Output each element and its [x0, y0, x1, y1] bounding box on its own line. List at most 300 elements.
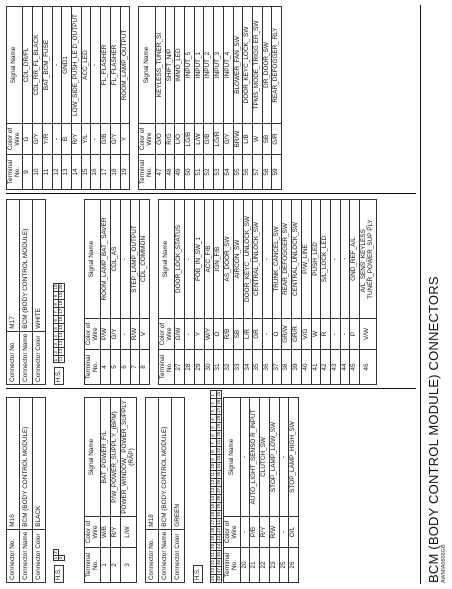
terminal-no: 37: [272, 350, 282, 385]
signal-name: ROOM_LAMP_BAT_ SAVER: [101, 200, 111, 319]
pin-cell: 10: [209, 463, 215, 469]
info-value: BCM (BODY CONTROL MODULE): [20, 398, 33, 530]
wire-color: R/Y: [72, 124, 82, 155]
wire-color: G: [23, 124, 33, 155]
wire-color: R/B: [224, 319, 234, 350]
signal-name: ACC_LED: [81, 7, 91, 124]
wire-color: G/B: [101, 124, 111, 155]
header-color-of-wire: Color of Wire: [85, 517, 101, 548]
signal-name: BAT_BCM_FUSE: [42, 7, 52, 124]
wire-color: W: [252, 124, 262, 155]
wire-color: L/W: [194, 124, 204, 155]
signal-name: BLOWER_FAN_SW: [233, 7, 243, 124]
terminal-no: 40: [301, 350, 311, 385]
connector-pin-face: [53, 283, 65, 364]
table-row: [204, 200, 214, 385]
pin-cell: 7: [53, 307, 59, 315]
table-row: [214, 7, 224, 190]
table-row: [223, 7, 233, 190]
info-value: M17: [7, 200, 20, 332]
signal-name: ROOM_LAMP_OUTPUT: [120, 7, 130, 124]
header-terminal-no: Terminal No.: [139, 155, 155, 190]
table-row: [155, 7, 165, 190]
wire-color: R: [321, 319, 331, 350]
wire-color: G/W: [175, 319, 185, 350]
terminal-no: 13: [62, 155, 72, 190]
wire-color: O/L: [289, 517, 299, 548]
signal-name: LOW_SIDE_PUSH_LE D_OUTPUT: [72, 7, 82, 124]
info-row: [20, 200, 33, 385]
info-key: Connector Name: [20, 529, 33, 582]
pin-cell: 18: [209, 527, 215, 533]
terminal-no: 3: [120, 548, 136, 583]
signal-name: S/L_LOCK_LED: [321, 200, 331, 319]
pin-cell: 35: [215, 471, 221, 477]
signal-name: DOOR_KEYC_LOCK_ SW: [243, 7, 253, 124]
terminal-no: 53: [214, 155, 224, 190]
terminal-no: 1: [101, 548, 111, 583]
wire-color: -: [240, 517, 250, 548]
signal-name: REAR_DEFOGGER_ RLY: [272, 7, 282, 124]
table-row: [101, 398, 111, 583]
table-row: [243, 7, 253, 190]
terminal-no: 50: [184, 155, 194, 190]
table-row: [279, 398, 289, 583]
table-row: [272, 200, 282, 385]
signal-name: AS_DOOR_SW: [224, 200, 234, 319]
info-row: [7, 398, 20, 583]
info-key: Connector No.: [7, 529, 20, 582]
table-row: [42, 7, 52, 190]
header-color-of-wire: Color of Wire: [159, 319, 175, 350]
pin-cell: 34: [215, 463, 221, 469]
signal-name: STOP_LAMP_HIGH_SW: [289, 398, 299, 517]
pin-table-header: [139, 7, 155, 190]
table-row: [330, 200, 340, 385]
terminal-no: 58: [262, 155, 272, 190]
table-row: [120, 7, 130, 190]
wire-color: R/Y: [111, 517, 121, 548]
pin-cell: 16: [58, 316, 64, 322]
table-row: [194, 200, 204, 385]
terminal-no: 28: [185, 350, 195, 385]
column-2: [6, 197, 377, 385]
pin-cell: 6: [53, 315, 59, 323]
terminal-no: 29: [194, 350, 204, 385]
signal-name: CDL_AS: [111, 200, 121, 319]
info-key: Connector No.: [146, 529, 159, 582]
terminal-no: 18: [110, 155, 120, 190]
info-row: [172, 398, 185, 583]
pin-cell: 4: [210, 414, 216, 422]
table-row: [52, 7, 62, 190]
terminal-no: 44: [340, 350, 350, 385]
terminal-no: 5: [111, 350, 121, 385]
header-signal-name: Signal Name: [224, 398, 240, 517]
terminal-no: 48: [165, 155, 175, 190]
table-row: [72, 7, 82, 190]
column-1: [6, 391, 299, 583]
connector-diagram: [50, 395, 80, 583]
wire-color: -: [185, 319, 195, 350]
signal-name: P/W_LINE: [301, 200, 311, 319]
info-value: M18: [146, 398, 159, 530]
pin-table-header: [224, 398, 240, 583]
signal-name: CENTRAL_UNLOCK_SW: [292, 200, 302, 319]
pin-cell: 31: [215, 439, 221, 445]
pin-cell: 44: [215, 543, 221, 549]
signal-name: -: [262, 200, 272, 319]
terminal-no: 8: [140, 350, 150, 385]
pin-cell: 42: [215, 527, 221, 533]
signal-name: DOOR_KEYC_ UNLOCK_SW: [243, 200, 253, 319]
header-color-of-wire: Color of Wire: [139, 124, 155, 155]
signal-name: STOP_LAMP_LOW_SW: [269, 398, 279, 517]
table-row: [140, 200, 150, 385]
info-key: Connector Color: [172, 529, 185, 582]
pin-cell: 19: [58, 292, 64, 298]
signal-name: -: [240, 398, 250, 517]
pin-cell: 38: [215, 495, 221, 501]
terminal-no: 52: [204, 155, 214, 190]
spacer: [130, 5, 138, 190]
table-row: [110, 7, 120, 190]
hs-icon: H.S.: [193, 565, 203, 583]
document-code: AWMIA0606GB: [441, 544, 447, 583]
terminal-no: 38: [282, 350, 292, 385]
pin-cell: 24: [209, 575, 215, 581]
pin-cell: 2: [58, 556, 64, 560]
info-value: WHITE: [33, 200, 46, 332]
signal-name: CENTRAL_UNLOCK_SW: [253, 200, 263, 319]
signal-name: ACC_F/B: [204, 200, 214, 319]
terminal-no: 30: [204, 350, 214, 385]
signal-name: SHIFT_N/P: [165, 7, 175, 124]
pin-cell: 11: [209, 472, 215, 477]
pin-cell: 15: [58, 324, 64, 330]
header-signal-name: Signal Name: [159, 200, 175, 319]
info-value: BCM (BODY CONTROL MODULE): [159, 398, 172, 530]
signal-name: DOOR_LOCK_STATUS: [175, 200, 185, 319]
pin-cell: 22: [209, 559, 215, 565]
signal-name: FOB_IN_SW_1: [194, 200, 204, 319]
pin-table-header: [159, 200, 175, 385]
wire-color: BR/W: [233, 124, 243, 155]
pin-cell: 9: [210, 454, 216, 462]
wire-color: -: [91, 124, 101, 155]
wire-color: L/R: [243, 319, 253, 350]
pin-table-header: [85, 398, 101, 583]
signal-name: GND1: [62, 7, 72, 124]
table-row: [175, 7, 185, 190]
wire-color: -: [279, 517, 289, 548]
pin-cell: 13: [58, 340, 64, 346]
pin-cell: 37: [215, 487, 221, 493]
pin-cell: 8: [53, 299, 59, 307]
signal-name: CDL_COMMON: [140, 200, 150, 319]
pin-cell: 32: [215, 447, 221, 453]
pin-cell: 2: [210, 398, 216, 406]
wire-color: Y: [194, 319, 204, 350]
signal-name: CDL_DR/FL: [23, 7, 33, 124]
table-row: [214, 200, 224, 385]
info-value: BLACK: [33, 398, 46, 530]
terminal-no: 25: [279, 548, 289, 583]
table-row: [81, 7, 91, 190]
table-row: [111, 200, 121, 385]
wire-color: GR/W: [282, 319, 292, 350]
hs-icon: H.S.: [54, 565, 64, 583]
pin-cell: 29: [215, 423, 221, 429]
signal-name: CLUTCH_SW: [260, 398, 270, 517]
pin-cell: 4: [53, 331, 59, 339]
signal-name: INPUT_1: [194, 7, 204, 124]
title-rule: [420, 5, 421, 584]
pin-cell: 15: [209, 503, 215, 509]
terminal-no: 22: [260, 548, 270, 583]
pin-cell: 47: [215, 567, 221, 573]
header-terminal-no: Terminal No.: [224, 548, 240, 583]
table-row: [120, 398, 136, 583]
terminal-no: 57: [252, 155, 262, 190]
table-row: [311, 200, 321, 385]
table-row: [340, 200, 350, 385]
terminal-no: 6: [120, 350, 130, 385]
table-row: [233, 7, 243, 190]
signal-name: -: [185, 200, 195, 319]
pin-table-header: [7, 7, 23, 190]
wire-color: B: [62, 124, 72, 155]
spacer: [150, 197, 158, 385]
table-row: [165, 7, 175, 190]
header-terminal-no: Terminal No.: [159, 350, 175, 385]
table-row: [233, 200, 243, 385]
signal-name: -: [52, 7, 62, 124]
pin-cell: 17: [58, 308, 64, 314]
terminal-no: 31: [214, 350, 224, 385]
wire-color: Y: [120, 124, 130, 155]
pin-cell: 25: [215, 391, 221, 397]
pin-cell: 43: [215, 535, 221, 541]
wire-color: G/O: [155, 124, 165, 155]
signal-name: IGN_F/B: [214, 200, 224, 319]
table-row: [101, 200, 111, 385]
signal-name: POWER_WINDOW_ POWER_SUPPLY (RAP): [120, 398, 136, 517]
header-signal-name: Signal Name: [85, 200, 101, 319]
table-row: [204, 7, 214, 190]
pin-cell: 8: [210, 446, 216, 454]
pin-cell: 13: [209, 487, 215, 493]
pin-cell: 1: [52, 556, 58, 560]
header-terminal-no: Terminal No.: [85, 350, 101, 385]
signal-name: -: [120, 200, 130, 319]
info-row: [20, 398, 33, 583]
table-row: [23, 7, 33, 190]
header-terminal-no: Terminal No.: [7, 155, 23, 190]
pin-cell: 17: [209, 519, 215, 525]
table-row: [250, 398, 260, 583]
terminal-no: 11: [42, 155, 52, 190]
pin-cell: 11: [58, 356, 64, 362]
info-value: BCM (BODY CONTROL MODULE): [20, 200, 33, 332]
table-row: [130, 200, 140, 385]
terminal-no: 46: [360, 350, 376, 385]
header-signal-name: Signal Name: [139, 7, 155, 124]
wire-color: W: [311, 319, 321, 350]
terminal-no: 12: [52, 155, 62, 190]
wire-color: P/B: [250, 517, 260, 548]
terminal-no: 10: [33, 155, 43, 190]
header-signal-name: Signal Name: [7, 7, 23, 124]
wire-color: Y/R: [42, 124, 52, 155]
terminal-no: 16: [91, 155, 101, 190]
wire-color: P/W: [101, 319, 111, 350]
table-row: [240, 398, 250, 583]
signal-name: INPUT_4: [223, 7, 233, 124]
wire-color: G/R: [272, 124, 282, 155]
terminal-no: 47: [155, 155, 165, 190]
wire-color: G/Y: [33, 124, 43, 155]
wire-color: G/Y: [111, 319, 121, 350]
table-row: [260, 398, 270, 583]
pin-cell: 46: [215, 559, 221, 565]
terminal-no: 36: [262, 350, 272, 385]
terminal-no: 45: [350, 350, 360, 385]
table-row: [282, 200, 292, 385]
pin-cell: 30: [215, 431, 221, 437]
info-row: [7, 200, 20, 385]
signal-name: PUSH_LED: [311, 200, 321, 319]
table-row: [262, 200, 272, 385]
header-terminal-no: Terminal No.: [85, 548, 101, 583]
table-row: [224, 200, 234, 385]
pin-cell: 33: [215, 455, 221, 461]
terminal-no: 51: [194, 155, 204, 190]
signal-name: AUTO_LIGHT_SENSO R_INPUT: [250, 398, 260, 517]
terminal-no: 23: [269, 548, 279, 583]
terminal-no: 56: [243, 155, 253, 190]
terminal-no: 39: [292, 350, 302, 385]
wire-color: P: [350, 319, 360, 350]
pin-cell: 39: [215, 503, 221, 509]
pin-cell: 16: [209, 511, 215, 517]
pin-cell: 20: [209, 543, 215, 549]
table-row: [184, 7, 194, 190]
pin-table: [138, 6, 282, 190]
header-color-of-wire: Color of Wire: [7, 124, 23, 155]
signal-name: REAR_DEFOGGER_SW: [282, 200, 292, 319]
table-row: [185, 200, 195, 385]
pin-cell: 3: [53, 339, 59, 347]
pin-cell: 3: [210, 406, 216, 414]
signal-name: BAT_POWER_F/L: [101, 398, 111, 517]
pin-cell: 28: [215, 415, 221, 421]
pin-cell: 9: [53, 291, 59, 299]
wire-color: L/W: [120, 517, 136, 548]
wire-color: V/G: [301, 319, 311, 350]
wire-color: L/B: [243, 124, 253, 155]
pin-cell: 26: [215, 399, 221, 405]
signal-name: KEYLESS_TUNER_SI: [155, 7, 165, 124]
wire-color: G/Y: [110, 124, 120, 155]
terminal-no: 41: [311, 350, 321, 385]
terminal-no: 42: [321, 350, 331, 385]
pin-cell: 23: [209, 567, 215, 573]
signal-name: TRUNK_CANCEL_SW: [272, 200, 282, 319]
terminal-no: 35: [253, 350, 263, 385]
info-row: [146, 398, 159, 583]
table-row: [262, 7, 272, 190]
terminal-no: 7: [130, 350, 140, 385]
hs-icon: H.S.: [54, 367, 64, 385]
table-row: [111, 398, 121, 583]
pin-cell: 21: [209, 551, 215, 557]
signal-name: INPUT_3: [214, 7, 224, 124]
connector-pin-face: [210, 390, 222, 583]
wire-color: -: [120, 319, 130, 350]
terminal-no: 15: [81, 155, 91, 190]
wire-color: R/W: [269, 517, 279, 548]
signal-name: FL_FLASHER: [101, 7, 111, 124]
wire-color: LG/B: [184, 124, 194, 155]
table-row: [321, 200, 331, 385]
info-value: M16: [7, 398, 20, 530]
wire-color: V/W: [360, 319, 376, 350]
terminal-no: 2: [111, 548, 121, 583]
signal-name: -: [91, 7, 101, 124]
pin-cell: 6: [210, 430, 216, 438]
table-row: [360, 200, 376, 385]
terminal-no: 55: [233, 155, 243, 190]
terminal-no: 32: [224, 350, 234, 385]
pin-cell: 20: [58, 284, 64, 290]
pin-cell: 41: [215, 519, 221, 525]
table-row: [292, 200, 302, 385]
info-key: Connector Name: [159, 529, 172, 582]
table-row: [289, 398, 299, 583]
info-key: Connector Color: [33, 529, 46, 582]
signal-name: DR_DOOR_SW: [262, 7, 272, 124]
signal-name: FL_FLASHER: [110, 7, 120, 124]
table-row: [272, 7, 282, 190]
pin-cell: 40: [215, 511, 221, 517]
pin-cell: 5: [210, 422, 216, 430]
terminal-no: 33: [233, 350, 243, 385]
signal-name: AIRCON_SW: [233, 200, 243, 319]
pin-table: [223, 397, 299, 583]
info-row: [33, 200, 46, 385]
connector-diagram: [50, 197, 80, 385]
info-key: Connector Name: [20, 331, 33, 384]
wire-color: V: [140, 319, 150, 350]
table-row: [33, 7, 43, 190]
terminal-no: 19: [120, 155, 130, 190]
pin-cell: 5: [53, 323, 59, 331]
pin-cell: 27: [215, 407, 221, 413]
pin-table: [84, 199, 150, 385]
terminal-no: 49: [175, 155, 185, 190]
info-key: Connector No.: [7, 331, 20, 384]
info-key: Connector Color: [33, 331, 46, 384]
header-color-of-wire: Color of Wire: [224, 517, 240, 548]
table-row: [252, 7, 262, 190]
terminal-no: 17: [101, 155, 111, 190]
column-divider-2: [6, 193, 416, 194]
signal-name: GND_REF_A/L: [350, 200, 360, 319]
table-row: [350, 200, 360, 385]
wire-color: G/Y: [223, 124, 233, 155]
wire-color: LG/R: [214, 124, 224, 155]
